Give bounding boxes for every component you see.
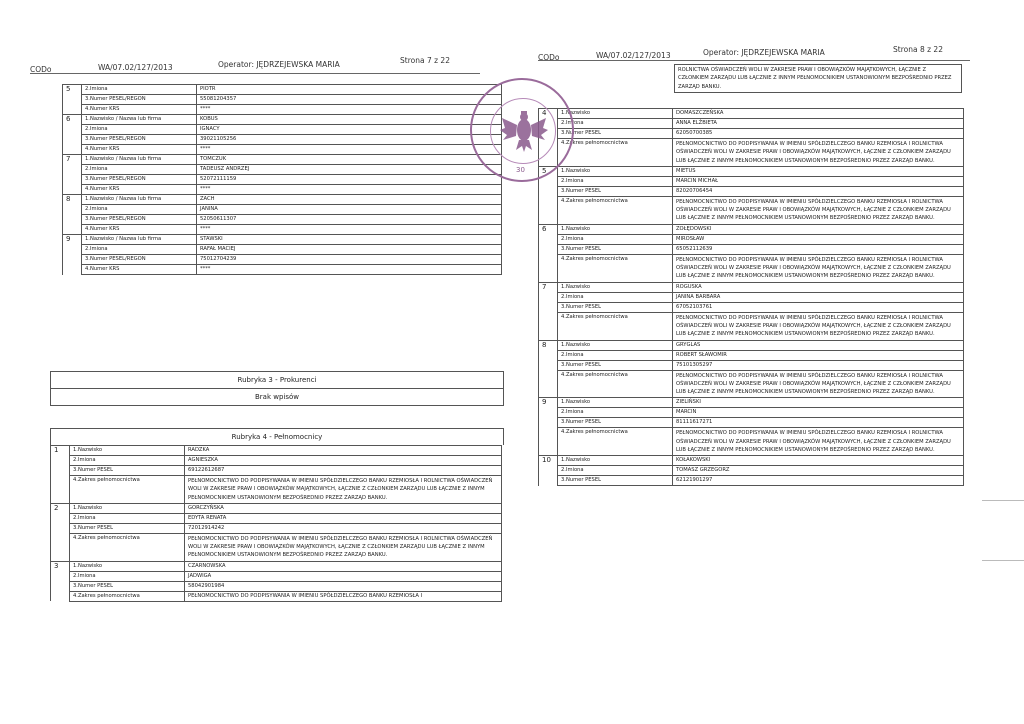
table-row <box>63 135 502 145</box>
field-label: 4.Zakres pełnomocnictwa <box>70 591 185 601</box>
field-label: 3.Numer PESEL/REGON <box>82 95 197 105</box>
rubryka-3-title: Rubryka 3 - Prokurenci <box>237 376 317 384</box>
field-value: PEŁNOMOCNICTWO DO PODPISYWANIA W IMIENIU SPÓŁDZIELCZEGO BANKU RZEMIOSŁA I ROLNICTWA OŚWIADCZEŃ WOLI W ZAKRESIE PRAW I OBOWIĄZKÓW MAJĄTKOWYCH, ŁĄCZNIE Z CZŁONKIEM ZARZĄDU LUB ŁĄCZNIE Z INNYM PEŁNOMOCNIKIEM USTANOWIONYM BEZPOŚREDNIO PRZEZ ZARZĄD BANKU. <box>673 428 964 456</box>
table-row <box>539 456 964 466</box>
field-label: 3.Numer PESEL <box>70 466 185 476</box>
field-label: 4.Zakres pełnomocnictwa <box>558 139 673 167</box>
field-value: **** <box>197 225 502 235</box>
header-page-number: Strona 8 z 22 <box>893 45 943 54</box>
continuation-table <box>674 64 962 93</box>
field-label: 1.Nazwisko <box>558 109 673 119</box>
table-row <box>539 186 964 196</box>
table-row <box>51 513 502 523</box>
table-row <box>63 185 502 195</box>
field-value: 82020706454 <box>673 186 964 196</box>
field-value: 69122612687 <box>185 466 502 476</box>
field-value: PEŁNOMOCNICTWO DO PODPISYWANIA W IMIENIU SPÓŁDZIELCZEGO BANKU RZEMIOSŁA I ROLNICTWA OŚWIADCZEŃ WOLI W ZAKRESIE PRAW I OBOWIĄZKÓW MAJĄTKOWYCH, ŁĄCZNIE Z CZŁONKIEM ZARZĄDU LUB ŁĄCZNIE Z INNYM PEŁNOMOCNIKIEM USTANOWIONYM BEZPOŚREDNIO PRZEZ ZARZĄD BANKU. <box>673 370 964 398</box>
field-value: 62050700385 <box>673 129 964 139</box>
field-label: 3.Numer PESEL <box>558 476 673 486</box>
field-value: TOMCZUK <box>197 155 502 165</box>
field-label: 4.Numer KRS <box>82 225 197 235</box>
field-label: 1.Nazwisko / Nazwa lub firma <box>82 195 197 205</box>
field-label: 2.Imiona <box>82 165 197 175</box>
field-label: 3.Numer PESEL <box>558 360 673 370</box>
table-row <box>51 591 502 601</box>
field-value: GORCZYŃSKA <box>185 503 502 513</box>
field-value: 52072111159 <box>197 175 502 185</box>
continuation-text: ROLNICTWA OŚWIADCZEŃ WOLI W ZAKRESIE PRAW I OBOWIĄZKÓW MAJĄTKOWYCH, ŁĄCZNIE Z CZŁONKIEM ZARZĄDU LUB ŁĄCZNIE Z INNYM PEŁNOMOCNIKIEM USTANOWIONYM BEZPOŚREDNIO PRZEZ ZARZĄD BANKU. <box>675 65 962 93</box>
entry-number: 4 <box>539 109 558 167</box>
field-label: 1.Nazwisko <box>70 446 185 456</box>
field-value: MIROSŁAW <box>673 234 964 244</box>
field-value: KOŁAKOWSKI <box>673 456 964 466</box>
field-value: 81111617271 <box>673 418 964 428</box>
field-value: MIETUS <box>673 166 964 176</box>
table-row <box>63 235 502 245</box>
shareholders-table <box>62 84 502 275</box>
field-label: 1.Nazwisko <box>558 398 673 408</box>
field-label: 3.Numer PESEL/REGON <box>82 215 197 225</box>
entry-number: 6 <box>63 115 82 155</box>
field-value: CZARNOWSKA <box>185 561 502 571</box>
field-label: 4.Numer KRS <box>82 185 197 195</box>
table-row <box>51 503 502 513</box>
table-row <box>51 571 502 581</box>
table-row <box>539 196 964 224</box>
field-label: 3.Numer PESEL/REGON <box>82 175 197 185</box>
table-row <box>539 350 964 360</box>
entry-number: 7 <box>539 282 558 340</box>
field-label: 2.Imiona <box>82 205 197 215</box>
field-value: ZACH <box>197 195 502 205</box>
table-row <box>539 360 964 370</box>
field-value: KOBUS <box>197 115 502 125</box>
field-value: 75101305297 <box>673 360 964 370</box>
field-label: 4.Zakres pełnomocnictwa <box>558 370 673 398</box>
rubryka-3-body: Brak wpisów <box>51 388 503 405</box>
field-value: 52050611307 <box>197 215 502 225</box>
field-label: 1.Nazwisko / Nazwa lub firma <box>82 155 197 165</box>
table-row <box>63 225 502 235</box>
rubryka-4-title: Rubryka 4 - Pełnomocnicy <box>231 433 323 441</box>
entry-number: 3 <box>51 561 70 601</box>
field-value: PEŁNOMOCNICTWO DO PODPISYWANIA W IMIENIU SPÓŁDZIELCZEGO BANKU RZEMIOSŁA I ROLNICTWA OŚWIADCZEŃ WOLI W ZAKRESIE PRAW I OBOWIĄZKÓW MAJĄTKOWYCH, ŁĄCZNIE Z CZŁONKIEM ZARZĄDU LUB ŁĄCZNIE Z INNYM PEŁNOMOCNIKIEM USTANOWIONYM BEZPOŚREDNIO PRZEZ ZARZĄD BANKU. <box>185 476 502 504</box>
table-row <box>539 428 964 456</box>
field-value: IGNACY <box>197 125 502 135</box>
rubryka-3-box <box>50 371 504 406</box>
field-value: EDYTA RENATA <box>185 513 502 523</box>
field-value: 72012914242 <box>185 523 502 533</box>
field-value: **** <box>197 185 502 195</box>
table-row <box>63 265 502 275</box>
field-label: 2.Imiona <box>70 456 185 466</box>
table-row <box>63 105 502 115</box>
table-row <box>51 533 502 561</box>
header-page-number: Strona 7 z 22 <box>400 56 450 65</box>
table-row <box>63 165 502 175</box>
table-row <box>63 175 502 185</box>
entry-number: 9 <box>63 235 82 275</box>
table-row <box>63 195 502 205</box>
field-label: 3.Numer PESEL/REGON <box>82 255 197 265</box>
field-label: 3.Numer PESEL <box>558 129 673 139</box>
table-row <box>539 466 964 476</box>
table-row <box>51 476 502 504</box>
table-row <box>51 456 502 466</box>
field-label: 1.Nazwisko <box>558 224 673 234</box>
table-row <box>51 561 502 571</box>
field-label: 2.Imiona <box>558 292 673 302</box>
table-row <box>63 125 502 135</box>
field-value: ZOŁĘDOWSKI <box>673 224 964 234</box>
field-value: MARCIN <box>673 408 964 418</box>
table-row <box>51 446 502 456</box>
table-row <box>539 234 964 244</box>
field-label: 2.Imiona <box>70 513 185 523</box>
field-label: 4.Numer KRS <box>82 265 197 275</box>
field-value: 58042901984 <box>185 581 502 591</box>
field-label: 4.Zakres pełnomocnictwa <box>558 428 673 456</box>
field-label: 2.Imiona <box>558 408 673 418</box>
entry-number: 6 <box>539 224 558 282</box>
field-label: 2.Imiona <box>70 571 185 581</box>
table-row <box>63 95 502 105</box>
field-value: MARCIN MICHAŁ <box>673 176 964 186</box>
field-label: 1.Nazwisko <box>70 503 185 513</box>
field-label: 1.Nazwisko <box>558 340 673 350</box>
field-label: 1.Nazwisko <box>70 561 185 571</box>
entry-number: 8 <box>539 340 558 398</box>
header-operator: Operator: JĘDRZEJEWSKA MARIA <box>703 48 825 57</box>
field-value: JANINA BARBARA <box>673 292 964 302</box>
table-row <box>539 254 964 282</box>
field-label: 4.Zakres pełnomocnictwa <box>558 196 673 224</box>
header-code: CODo <box>538 53 560 62</box>
edge-mark <box>982 560 1024 561</box>
table-row <box>539 408 964 418</box>
table-row <box>539 370 964 398</box>
entry-number: 5 <box>63 85 82 115</box>
table-row <box>539 176 964 186</box>
table-row <box>539 166 964 176</box>
field-value: ANNA ELŻBIETA <box>673 119 964 129</box>
field-value: PEŁNOMOCNICTWO DO PODPISYWANIA W IMIENIU SPÓŁDZIELCZEGO BANKU RZEMIOSŁA I ROLNICTWA OŚWIADCZEŃ WOLI W ZAKRESIE PRAW I OBOWIĄZKÓW MAJĄTKOWYCH, ŁĄCZNIE Z CZŁONKIEM ZARZĄDU LUB ŁĄCZNIE Z INNYM PEŁNOMOCNIKIEM USTANOWIONYM BEZPOŚREDNIO PRZEZ ZARZĄD BANKU. <box>673 196 964 224</box>
field-label: 3.Numer PESEL <box>558 186 673 196</box>
field-value: ZIELIŃSKI <box>673 398 964 408</box>
table-row <box>539 398 964 408</box>
field-value: JADWIGA <box>185 571 502 581</box>
table-row <box>539 292 964 302</box>
field-label: 4.Zakres pełnomocnictwa <box>558 312 673 340</box>
stamp-number: 30 <box>516 166 525 174</box>
field-label: 1.Nazwisko <box>558 166 673 176</box>
entry-number: 8 <box>63 195 82 235</box>
entry-number: 1 <box>51 446 70 504</box>
field-label: 2.Imiona <box>82 125 197 135</box>
table-row <box>539 282 964 292</box>
field-label: 3.Numer PESEL <box>558 244 673 254</box>
field-label: 1.Nazwisko / Nazwa lub firma <box>82 235 197 245</box>
table-row <box>51 523 502 533</box>
entry-number: 7 <box>63 155 82 195</box>
header-divider <box>30 73 480 74</box>
field-value: RADZKA <box>185 446 502 456</box>
field-value: **** <box>197 265 502 275</box>
table-row <box>539 139 964 167</box>
field-label: 4.Zakres pełnomocnictwa <box>558 254 673 282</box>
field-label: 1.Nazwisko <box>558 282 673 292</box>
field-value: PIOTR <box>197 85 502 95</box>
table-row <box>63 155 502 165</box>
field-value: 75012704239 <box>197 255 502 265</box>
field-value: TOMASZ GRZEGORZ <box>673 466 964 476</box>
table-row <box>539 340 964 350</box>
table-row <box>63 145 502 155</box>
field-value: PEŁNOMOCNICTWO DO PODPISYWANIA W IMIENIU SPÓŁDZIELCZEGO BANKU RZEMIOSŁA I ROLNICTWA OŚWIADCZEŃ WOLI W ZAKRESIE PRAW I OBOWIĄZKÓW MAJĄTKOWYCH, ŁĄCZNIE Z CZŁONKIEM ZARZĄDU LUB ŁĄCZNIE Z INNYM PEŁNOMOCNIKIEM USTANOWIONYM BEZPOŚREDNIO PRZEZ ZARZĄD BANKU. <box>673 254 964 282</box>
header-ref: WA/07.02/127/2013 <box>596 51 671 60</box>
field-label: 2.Imiona <box>558 176 673 186</box>
plenipotentiaries-table-right <box>538 108 964 486</box>
field-value: ROBERT SŁAWOMIR <box>673 350 964 360</box>
field-label: 2.Imiona <box>558 350 673 360</box>
field-value: ROGUSKA <box>673 282 964 292</box>
entry-number: 2 <box>51 503 70 561</box>
table-row <box>539 109 964 119</box>
table-row <box>539 224 964 234</box>
field-value: JANINA <box>197 205 502 215</box>
table-row <box>539 312 964 340</box>
table-row <box>539 476 964 486</box>
table-row <box>539 129 964 139</box>
table-row <box>539 244 964 254</box>
table-row <box>63 85 502 95</box>
table-row <box>63 205 502 215</box>
field-label: 1.Nazwisko / Nazwa lub firma <box>82 115 197 125</box>
field-label: 2.Imiona <box>82 245 197 255</box>
field-label: 1.Nazwisko <box>558 456 673 466</box>
table-row <box>539 302 964 312</box>
table-row <box>63 215 502 225</box>
field-value: STAWSKI <box>197 235 502 245</box>
field-value: 67052103761 <box>673 302 964 312</box>
field-label: 2.Imiona <box>558 119 673 129</box>
rubryka-4-box <box>50 428 504 445</box>
field-value: PEŁNOMOCNICTWO DO PODPISYWANIA W IMIENIU SPÓŁDZIELCZEGO BANKU RZEMIOSŁA I ROLNICTWA OŚWIADCZEŃ WOLI W ZAKRESIE PRAW I OBOWIĄZKÓW MAJĄTKOWYCH, ŁĄCZNIE Z CZŁONKIEM ZARZĄDU LUB ŁĄCZNIE Z INNYM PEŁNOMOCNIKIEM USTANOWIONYM BEZPOŚREDNIO PRZEZ ZARZĄD BANKU. <box>185 533 502 561</box>
field-value: PEŁNOMOCNICTWO DO PODPISYWANIA W IMIENIU SPÓŁDZIELCZEGO BANKU RZEMIOSŁA I ROLNICTWA OŚWIADCZEŃ WOLI W ZAKRESIE PRAW I OBOWIĄZKÓW MAJĄTKOWYCH, ŁĄCZNIE Z CZŁONKIEM ZARZĄDU LUB ŁĄCZNIE Z INNYM PEŁNOMOCNIKIEM USTANOWIONYM BEZPOŚREDNIO PRZEZ ZARZĄD BANKU. <box>673 139 964 167</box>
table-row <box>63 245 502 255</box>
plenipotentiaries-table-left <box>50 445 502 602</box>
header-operator: Operator: JĘDRZEJEWSKA MARIA <box>218 60 340 69</box>
field-value: AGNIESZKA <box>185 456 502 466</box>
field-value: 39021105256 <box>197 135 502 145</box>
edge-mark <box>982 500 1024 501</box>
field-value: 62121901297 <box>673 476 964 486</box>
field-label: 3.Numer PESEL <box>558 418 673 428</box>
field-value: 55081204357 <box>197 95 502 105</box>
entry-number: 10 <box>539 456 558 486</box>
court-stamp <box>470 78 574 182</box>
table-row <box>63 115 502 125</box>
field-label: 3.Numer PESEL <box>558 302 673 312</box>
header-divider <box>538 60 970 61</box>
field-label: 3.Numer PESEL <box>70 581 185 591</box>
field-label: 3.Numer PESEL/REGON <box>82 135 197 145</box>
field-label: 2.Imiona <box>82 85 197 95</box>
entry-number: 9 <box>539 398 558 456</box>
header-ref: WA/07.02/127/2013 <box>98 63 173 72</box>
table-row <box>539 418 964 428</box>
field-value: TADEUSZ ANDRZEJ <box>197 165 502 175</box>
header-code: CODo <box>30 65 52 74</box>
table-row <box>51 581 502 591</box>
field-label: 4.Numer KRS <box>82 145 197 155</box>
field-value: PEŁNOMOCNICTWO DO PODPISYWANIA W IMIENIU SPÓŁDZIELCZEGO BANKU RZEMIOSŁA I ROLNICTWA OŚWIADCZEŃ WOLI W ZAKRESIE PRAW I OBOWIĄZKÓW MAJĄTKOWYCH, ŁĄCZNIE Z CZŁONKIEM ZARZĄDU LUB ŁĄCZNIE Z INNYM PEŁNOMOCNIKIEM USTANOWIONYM BEZPOŚREDNIO PRZEZ ZARZĄD BANKU. <box>673 312 964 340</box>
field-value: PEŁNOMOCNICTWO DO PODPISYWANIA W IMIENIU SPÓŁDZIELCZEGO BANKU RZEMIOSŁA I <box>185 591 502 601</box>
field-value: DOMASZCZEŃSKA <box>673 109 964 119</box>
field-value: **** <box>197 105 502 115</box>
field-value: GRYGLAS <box>673 340 964 350</box>
field-value: **** <box>197 145 502 155</box>
table-row <box>63 255 502 265</box>
field-label: 2.Imiona <box>558 234 673 244</box>
field-label: 2.Imiona <box>558 466 673 476</box>
field-value: RAFAŁ MACIEJ <box>197 245 502 255</box>
table-row <box>539 119 964 129</box>
entry-number: 5 <box>539 166 558 224</box>
field-label: 4.Numer KRS <box>82 105 197 115</box>
table-row <box>51 466 502 476</box>
field-label: 4.Zakres pełnomocnictwa <box>70 533 185 561</box>
field-value: 65052112639 <box>673 244 964 254</box>
field-label: 3.Numer PESEL <box>70 523 185 533</box>
field-label: 4.Zakres pełnomocnictwa <box>70 476 185 504</box>
